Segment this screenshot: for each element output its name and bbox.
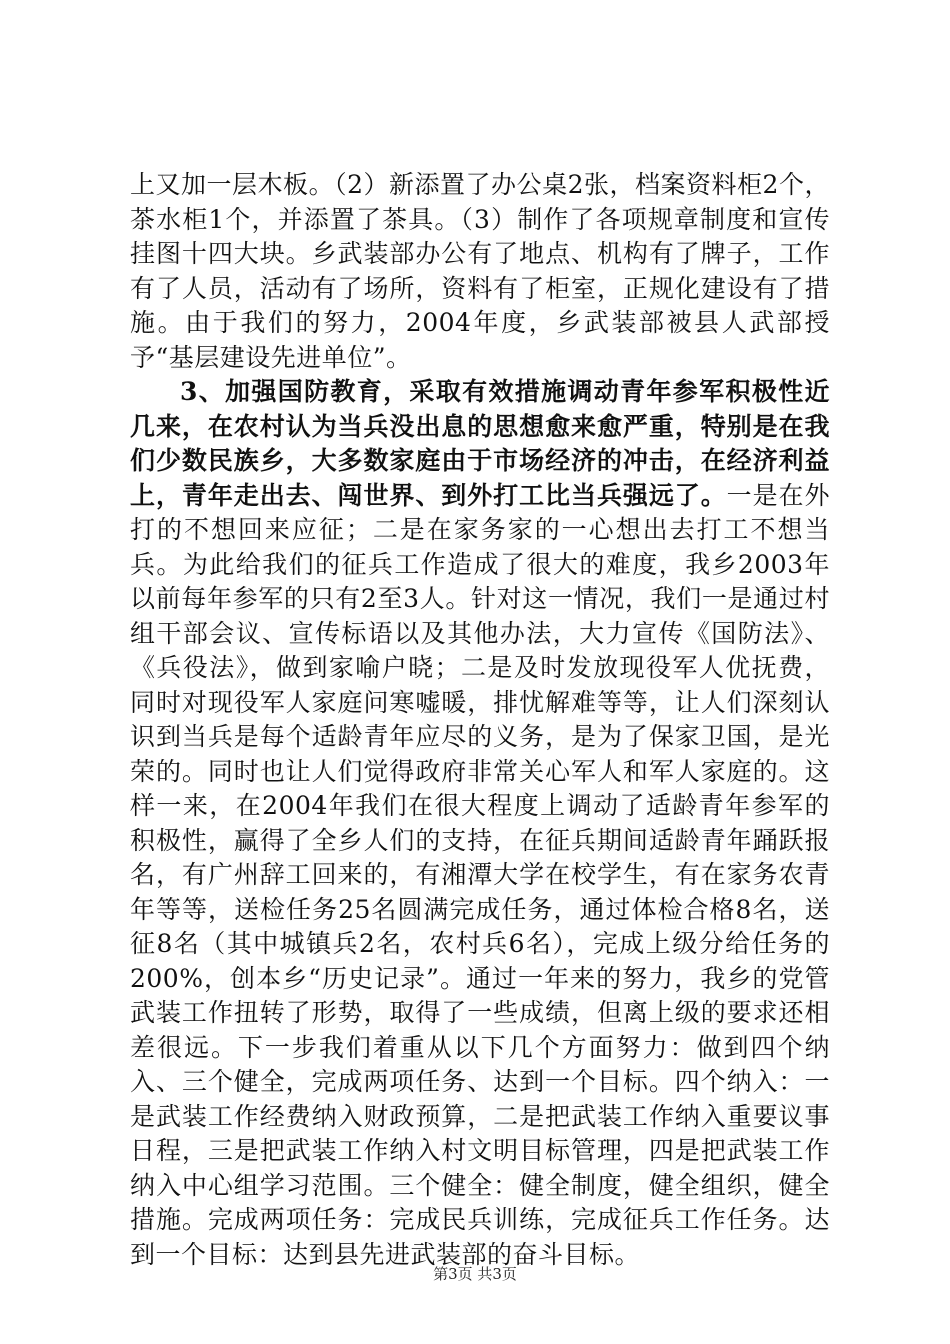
page-footer: 第3页 共3页 — [433, 1265, 517, 1283]
document-body — [130, 168, 830, 1272]
paragraph-2-body: 一是在外打的不想回来应征；二是在家务家的一心想出去打工不想当兵。为此给我们的征兵工作造成了很大的难度，我乡2003年以前每年参军的只有2至3人。针对这一情况，我们一是通过村组干部会议、宣传标语以及其他办法，大力宣传《国防法》、《兵役法》，做到家喻户晓；二是及时发放现役军人优抚费，同时对现役军人家庭问寒嘘暖，排忧解难等等，让人们深刻认识到当兵是每个适龄青年应尽的义务，是为了保家卫国，是光荣的。同时也让人们觉得政府非常关心军人和军人家庭的。这样一来，在2004年我们在很大程度上调动了适龄青年参军的积极性，赢得了全乡人们的支持，在征兵期间适龄青年踊跃报名，有广州辞工回来的，有湘潭大学在校学生，有在家务农青年等等，送检任务25名圆满完成任务，通过体检合格8名，送征8名（其中城镇兵2名，农村兵6名），完成上级分给任务的200%，创本乡“历史记录”。通过一年来的努力，我乡的党管武装工作扭转了形势，取得了一些成绩，但离上级的要求还相差很远。下一步我们着重从以下几个方面努力：做到四个纳入、三个健全，完成两项任务、达到一个目标。四个纳入：一是武装工作经费纳入财政预算，二是把武装工作纳入重要议事日程，三是把武装工作纳入村文明目标管理，四是把武装工作纳入中心组学习范围。三个健全：健全制度，健全组织，健全措施。完成两项任务：完成民兵训练，完成征兵工作任务。达到一个目标：达到县先进武装部的奋斗目标。 — [130, 480, 830, 1269]
paragraph-1: 上又加一层木板。（2）新添置了办公桌2张，档案资料柜2个，茶水柜1个，并添置了茶具。（3）制作了各项规章制度和宣传挂图十四大块。乡武装部办公有了地点、机构有了牌子，工作有了人员，活动有了场所，资料有了柜室，正规化建设有了措施。由于我们的努力，2004年度，乡武装部被县人武部授予“基层建设先进单位”。 — [130, 170, 830, 372]
paragraph-2 — [130, 375, 830, 1272]
paragraph-2-bold-lead: 3、加强国防教育，采取有效措施调动青年参军积极性近几来，在农村认为当兵没出息的思想愈来愈严重，特别是在我们少数民族乡，大多数家庭由于市场经济的冲击，在经济利益上，青年走出去、闯世界、到外打工比当兵强远了。 — [130, 377, 830, 510]
